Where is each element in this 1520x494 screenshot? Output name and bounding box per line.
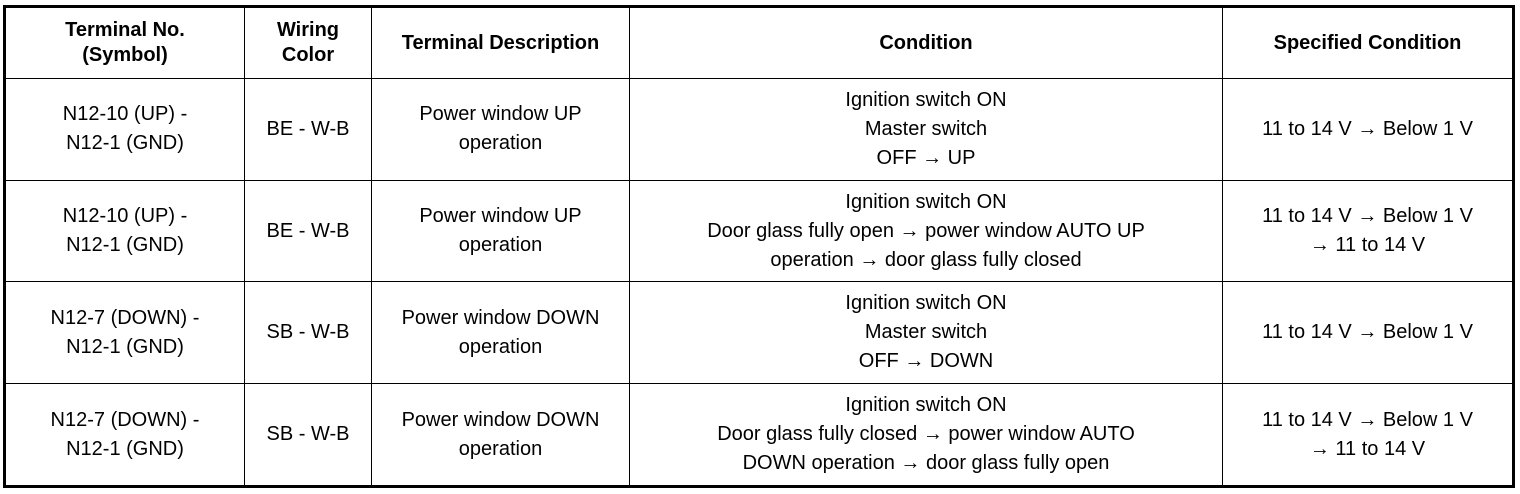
condition-cell: [630, 282, 1223, 384]
condition-line: Ignition switch ON: [845, 292, 1007, 315]
header-row: [5, 7, 1514, 79]
specified-condition-cell: [1223, 79, 1514, 181]
condition-line: Door glass fully closed → power window AUTO: [717, 423, 1135, 446]
specified-line: → 11 to 14 V: [1309, 234, 1426, 257]
header-specified-condition: [1223, 7, 1514, 79]
header-wiring-line: Color: [281, 44, 335, 66]
header-specified-line: Specified Condition: [1273, 31, 1462, 54]
wiring-color-line: BE - W-B: [266, 219, 350, 242]
condition-line: Ignition switch ON: [845, 190, 1007, 213]
header-description-line: Terminal Description: [401, 31, 600, 54]
table-row: [5, 282, 1514, 384]
header-wiring-line: Wiring: [276, 19, 340, 41]
specified-line: → 11 to 14 V: [1309, 437, 1426, 460]
terminal-line: N12-10 (UP) -: [62, 103, 188, 126]
specified-condition-cell: [1223, 384, 1514, 487]
header-terminal-description: [372, 7, 630, 79]
terminal-line: N12-1 (GND): [66, 437, 184, 460]
description-cell: [372, 180, 630, 282]
condition-line: Ignition switch ON: [845, 394, 1007, 417]
terminal-spec-table: [3, 5, 1515, 488]
specified-line: 11 to 14 V → Below 1 V: [1262, 408, 1473, 431]
condition-line: Master switch: [864, 321, 988, 344]
description-cell: [372, 79, 630, 181]
terminal-line: N12-1 (GND): [66, 335, 184, 358]
terminal-line: N12-7 (DOWN) -: [50, 408, 200, 431]
header-terminal-line: (Symbol): [82, 44, 168, 66]
specified-condition-cell: [1223, 180, 1514, 282]
terminal-cell: [5, 384, 245, 487]
condition-cell: [630, 384, 1223, 487]
terminal-cell: [5, 79, 245, 181]
description-line: operation: [458, 437, 543, 460]
specified-line: 11 to 14 V → Below 1 V: [1262, 321, 1473, 344]
header-condition-line: Condition: [879, 31, 973, 54]
description-line: Power window UP: [419, 205, 582, 228]
description-line: operation: [458, 132, 543, 155]
condition-line: Door glass fully open → power window AUTO UP: [707, 219, 1145, 242]
description-line: Power window UP: [419, 103, 582, 126]
terminal-cell: [5, 282, 245, 384]
wiring-color-cell: [245, 180, 372, 282]
terminal-line: N12-1 (GND): [66, 132, 184, 155]
description-line: Power window DOWN: [401, 306, 600, 329]
wiring-color-cell: [245, 384, 372, 487]
header-terminal: [5, 7, 245, 79]
terminal-line: N12-1 (GND): [66, 234, 184, 257]
description-cell: [372, 384, 630, 487]
condition-line: DOWN operation → door glass fully open: [742, 452, 1110, 475]
terminal-line: N12-10 (UP) -: [62, 205, 188, 228]
description-line: operation: [458, 234, 543, 257]
table-row: [5, 79, 1514, 181]
terminal-cell: [5, 180, 245, 282]
terminal-line: N12-7 (DOWN) -: [50, 306, 200, 329]
condition-line: OFF → UP: [876, 146, 976, 169]
wiring-color-cell: [245, 79, 372, 181]
wiring-color-line: SB - W-B: [266, 321, 350, 344]
header-wiring-color: [245, 7, 372, 79]
specified-condition-cell: [1223, 282, 1514, 384]
header-terminal-line: Terminal No.: [65, 19, 185, 41]
condition-line: operation → door glass fully closed: [770, 248, 1082, 271]
description-cell: [372, 282, 630, 384]
wiring-color-line: SB - W-B: [266, 423, 350, 446]
wiring-color-cell: [245, 282, 372, 384]
condition-cell: [630, 180, 1223, 282]
specified-line: 11 to 14 V → Below 1 V: [1262, 205, 1473, 228]
condition-line: OFF → DOWN: [858, 350, 994, 373]
wiring-color-line: BE - W-B: [266, 117, 350, 140]
condition-line: Master switch: [864, 117, 988, 140]
condition-line: Ignition switch ON: [845, 88, 1007, 111]
description-line: Power window DOWN: [401, 408, 600, 431]
table-row: [5, 384, 1514, 487]
condition-cell: [630, 79, 1223, 181]
header-condition: [630, 7, 1223, 79]
table-row: [5, 180, 1514, 282]
description-line: operation: [458, 335, 543, 358]
specified-line: 11 to 14 V → Below 1 V: [1262, 117, 1473, 140]
